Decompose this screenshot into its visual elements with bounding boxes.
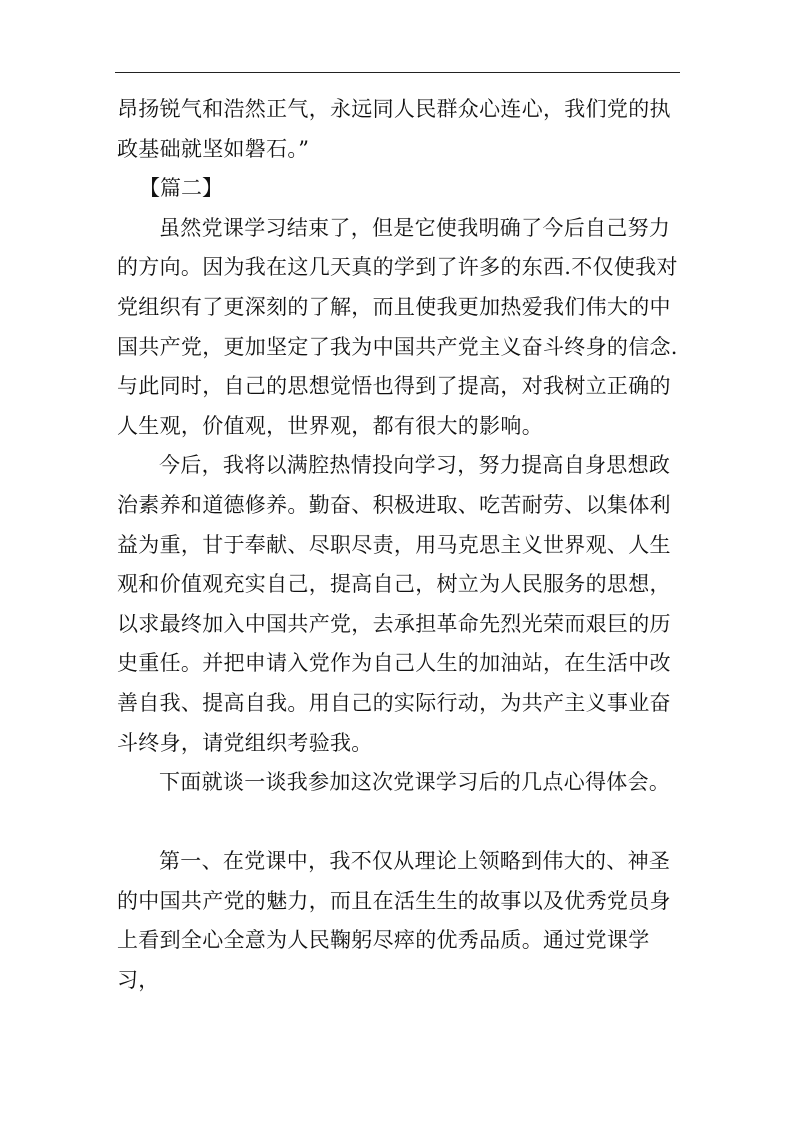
paragraph-gap <box>117 803 682 843</box>
point-one-paragraph: 第一、在党课中，我不仅从理论上领略到伟大的、神圣的中国共产党的魅力，而且在活生生的故事以及优秀党员身上看到全心全意为人民鞠躬尽瘁的优秀品质。通过党课学习， <box>117 849 671 993</box>
body-paragraph-2: 今后，我将以满腔热情投向学习，努力提高自身思想政治素养和道德修养。勤奋、积极进取、吃苦耐劳、以集体利益为重，甘于奉献、尽职尽责，用马克思主义世界观、人生观和价值观充实自己，提高自己，树立为人民服务的思想，以求最终加入中国共产党，去承担革命先烈光荣而艰巨的历史重任。并把申请入党作为自己人生的加油站，在生活中改善自我、提高自我。用自己的实际行动，为共产主义事业奋斗终身，请党组织考验我。 <box>117 453 671 755</box>
body-paragraph-1: 虽然党课学习结束了，但是它使我明确了今后自己努力的方向。因为我在这几天真的学到了许多的东西.不仅使我对党组织有了更深刻的了解，而且使我更加热爱我们伟大的中国共产党，更加坚定了我为中国共产党主义奋斗终身的信念.与此同时，自己的思想觉悟也得到了提高，对我树立正确的人生观，价值观，世界观，都有很大的影响。 <box>117 215 678 438</box>
header-rule <box>115 72 680 73</box>
document-body <box>117 90 682 1001</box>
continued-paragraph: 昂扬锐气和浩然正气，永远同人民群众心连心，我们党的执政基础就坚如磐石。” <box>117 97 671 161</box>
section-heading: 【篇二】 <box>139 176 223 201</box>
body-paragraph-3: 下面就谈一谈我参加这次党课学习后的几点心得体会。 <box>159 770 671 795</box>
